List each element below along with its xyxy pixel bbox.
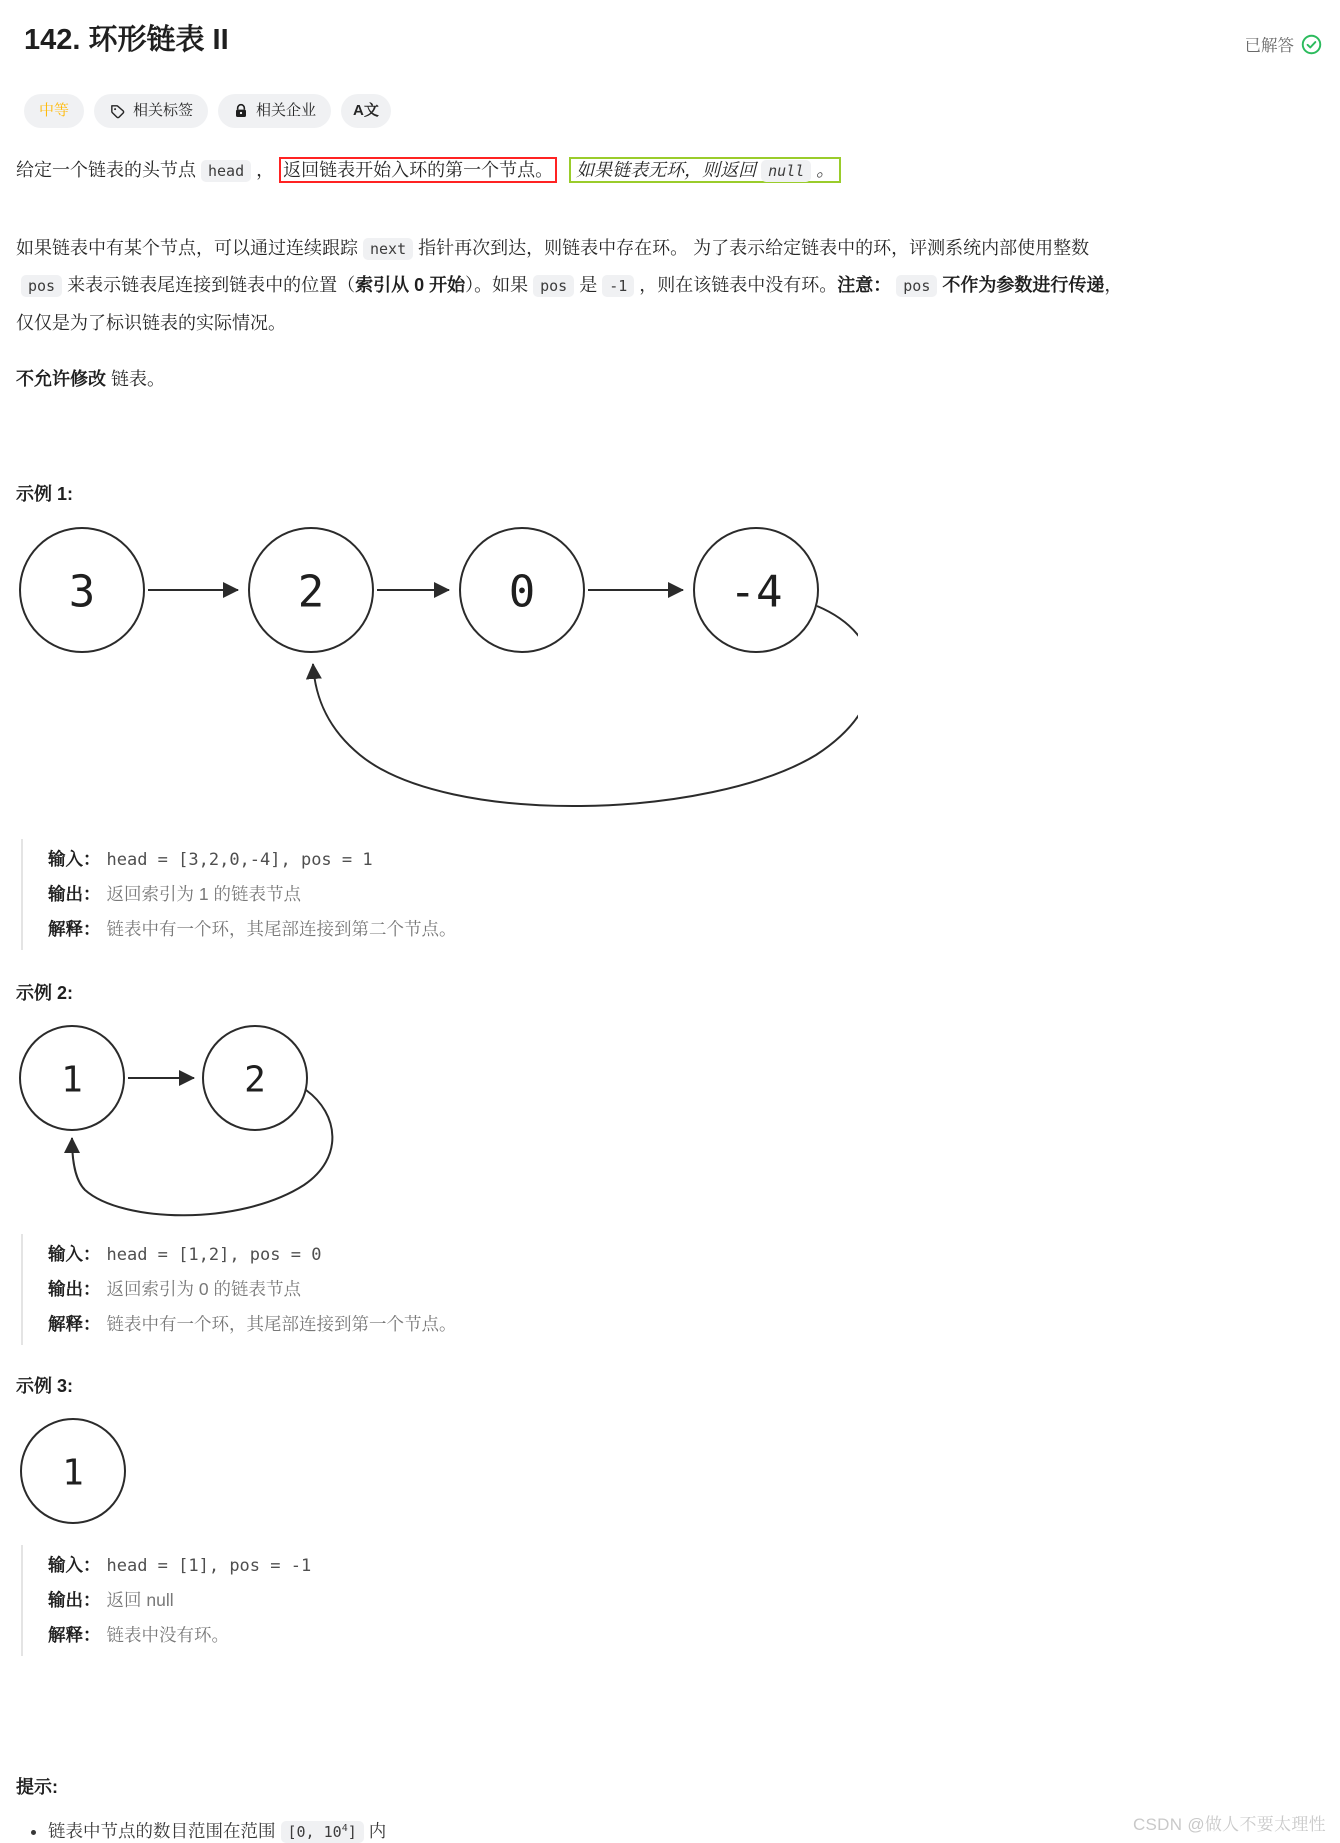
explanation-value: 链表中有一个环，其尾部连接到第二个节点。 (106, 918, 457, 939)
related-companies-button[interactable] (218, 94, 331, 128)
body-text: 链表。 (111, 368, 166, 389)
solved-status (1245, 32, 1323, 56)
problem-description (0, 152, 1180, 1843)
related-tags-label: 相关标签 (133, 102, 194, 120)
hint-code: [0, 10 (287, 1823, 342, 1842)
translate-icon-label: A文 (353, 102, 379, 120)
page-header (0, 0, 1340, 58)
code-null: null (761, 160, 811, 182)
bold-index-note: 索引从 0 开始 (355, 275, 466, 296)
hints-list (16, 1814, 1140, 1843)
output-value: 返回索引为 0 的链表节点 (106, 1279, 301, 1300)
node-value: 1 (62, 1452, 84, 1494)
difficulty-label: 中等 (39, 102, 70, 120)
cycle-back-arrow (313, 606, 858, 806)
input-value: head = [1], pos = -1 (106, 1556, 312, 1577)
output-label: 输出： (48, 1590, 101, 1611)
body-text: 来表示链表尾连接到链表中的位置（ (67, 275, 356, 296)
watermark: CSDN @做人不要太理性 (1132, 1815, 1326, 1834)
difficulty-badge[interactable] (24, 94, 84, 128)
tag-icon (109, 103, 126, 120)
green-highlight-box (569, 157, 841, 183)
node-value: 2 (244, 1059, 266, 1101)
hints-heading: 提示: (16, 1777, 58, 1798)
linked-list-diagram-example-1 (18, 523, 858, 823)
related-tags-button[interactable] (94, 94, 208, 128)
translate-button[interactable] (341, 94, 391, 128)
body-text: 指针再次到达，则链表中存在环。 为了表示给定链表中的环，评测系统内部使用整数 (418, 237, 1090, 258)
input-label: 输入： (48, 1555, 101, 1576)
example-1-io-block (21, 839, 1140, 950)
intro-paragraph (16, 152, 1140, 190)
bold-no-modify: 不允许修改 (16, 368, 106, 389)
hint-code-superscript: 4 (341, 1823, 348, 1835)
green-highlight-text-2: 。 (816, 159, 835, 180)
explanation-value: 链表中有一个环，其尾部连接到第一个节点。 (106, 1314, 457, 1335)
input-value: head = [1,2], pos = 0 (106, 1245, 322, 1266)
lock-icon (233, 103, 249, 119)
cycle-definition-paragraph (16, 230, 1140, 343)
node-value: 3 (68, 566, 96, 618)
node-value: 2 (297, 566, 325, 618)
cycle-back-arrow (72, 1090, 332, 1215)
node-value: 0 (508, 566, 536, 618)
code-head: head (201, 160, 251, 182)
example-3-io-block (21, 1545, 1140, 1656)
red-highlight-text: 返回链表开始入环的第一个节点。 (283, 159, 554, 180)
red-highlight-box (279, 157, 557, 183)
bold-note-label: 注意： (837, 275, 892, 296)
output-value: 返回 null (106, 1590, 174, 1611)
explanation-label: 解释： (48, 918, 101, 939)
body-text: 是 (579, 275, 598, 296)
input-label: 输入： (48, 1244, 101, 1265)
linked-list-diagram-example-3 (18, 1415, 138, 1529)
explanation-label: 解释： (48, 1625, 101, 1646)
code-pos: pos (21, 275, 62, 297)
problem-title: 142. 环形链表 II (24, 24, 229, 56)
explanation-value: 链表中没有环。 (106, 1625, 229, 1646)
code-minus-one: -1 (602, 275, 634, 297)
bold-not-passed: 不作为参数进行传递 (942, 275, 1105, 296)
output-value: 返回索引为 1 的链表节点 (106, 883, 301, 904)
badge-row (24, 94, 1340, 128)
code-next: next (363, 238, 413, 260)
explanation-label: 解释： (48, 1314, 101, 1335)
linked-list-diagram-example-2 (18, 1022, 378, 1218)
hint-code: ] (347, 1823, 357, 1842)
body-text: ，则在该链表中没有环。 (639, 275, 838, 296)
body-text: ）。如果 (465, 275, 529, 296)
intro-text-2: ， (256, 159, 275, 180)
example-1-heading: 示例 1: (16, 483, 74, 504)
input-label: 输入： (48, 848, 101, 869)
green-highlight-text: 如果链表无环，则返回 (576, 159, 757, 180)
node-value: -4 (729, 566, 783, 618)
example-2-io-block (21, 1234, 1140, 1345)
hint-text: 链表中节点的数目范围在范围 (48, 1821, 276, 1842)
hint-item (48, 1814, 1140, 1843)
output-label: 输出： (48, 883, 101, 904)
example-2-heading: 示例 2: (16, 982, 74, 1003)
code-pos-2: pos (533, 275, 574, 297)
body-text: 如果链表中有某个节点，可以通过连续跟踪 (16, 237, 358, 258)
solved-label: 已解答 (1244, 37, 1294, 55)
hint-text: 内 (368, 1821, 387, 1842)
output-label: 输出： (48, 1279, 101, 1300)
body-text: ，仅仅是为了标识链表的实际情况。 (16, 275, 1123, 334)
example-3-heading: 示例 3: (16, 1376, 74, 1397)
code-range (281, 1821, 364, 1843)
intro-text: 给定一个链表的头节点 (16, 159, 196, 180)
node-value: 1 (61, 1059, 83, 1101)
related-companies-label: 相关企业 (256, 102, 317, 120)
check-circle-icon (1301, 34, 1322, 55)
no-modify-paragraph (16, 361, 1140, 399)
input-value: head = [3,2,0,-4], pos = 1 (106, 849, 373, 870)
code-pos-3: pos (896, 275, 937, 297)
